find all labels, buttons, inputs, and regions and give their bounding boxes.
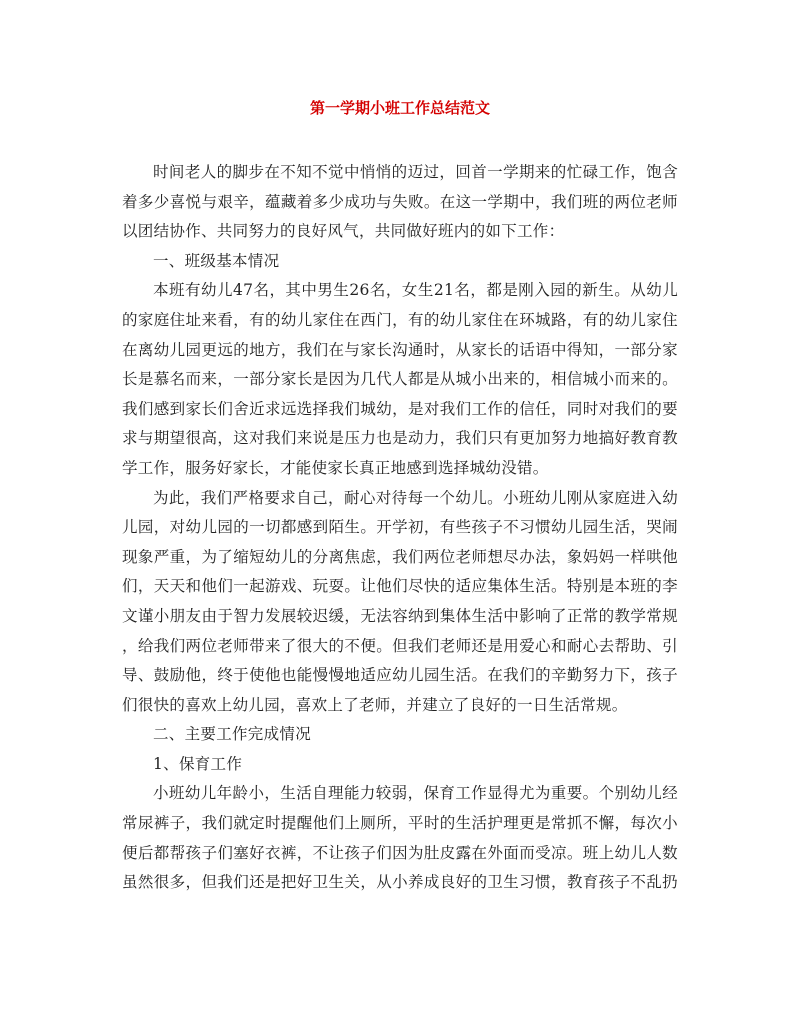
paragraph-line: 的家庭住址来看，有的幼儿家住在西门，有的幼儿家住在环城路，有的幼儿家住 <box>122 310 678 329</box>
paragraph-line: 求与期望很高，这对我们来说是压力也是动力，我们只有更加努力地搞好教育教 <box>122 429 678 448</box>
document-body <box>122 158 678 898</box>
paragraph-line: 我们感到家长们舍近求远选择我们城幼，是对我们工作的信任，同时对我们的要 <box>122 399 678 418</box>
paragraph-line: 在离幼儿园更远的地方，我们在与家长沟通时，从家长的话语中得知，一部分家 <box>122 340 678 359</box>
paragraph-line: 以团结协作、共同努力的良好风气，共同做好班内的如下工作： <box>122 222 565 241</box>
paragraph-line: 文谨小朋友由于智力发展较迟缓，无法容纳到集体生活中影响了正常的教学常规 <box>122 606 678 625</box>
paragraph-line: 儿园，对幼儿园的一切都感到陌生。开学初，有些孩子不习惯幼儿园生活，哭闹 <box>122 518 678 537</box>
paragraph-line: 为此，我们严格要求自己，耐心对待每一个幼儿。小班幼儿刚从家庭进入幼 <box>153 488 678 507</box>
paragraph-line: 小班幼儿年龄小，生活自理能力较弱，保育工作显得尤为重要。个别幼儿经 <box>153 784 678 803</box>
paragraph-line: 便后都帮孩子们塞好衣裤，不让孩子们因为肚皮露在外面而受凉。班上幼儿人数 <box>122 843 678 862</box>
paragraph-line: 们很快的喜欢上幼儿园，喜欢上了老师，并建立了良好的一日生活常规。 <box>122 695 628 714</box>
paragraph-line: 时间老人的脚步在不知不觉中悄悄的迈过，回首一学期来的忙碌工作，饱含 <box>153 163 678 181</box>
section-heading: 1、保育工作 <box>153 754 243 773</box>
paragraph-line: 着多少喜悦与艰辛，蕴藏着多少成功与失败。在这一学期中，我们班的两位老师 <box>122 192 678 211</box>
paragraph-line: 虽然很多，但我们还是把好卫生关，从小养成良好的卫生习惯，教育孩子不乱扔 <box>122 873 678 892</box>
section-heading: 一、班级基本情况 <box>153 251 280 270</box>
paragraph-line: 学工作，服务好家长，才能使家长真正地感到选择城幼没错。 <box>122 458 549 477</box>
paragraph-line: 长是慕名而来，一部分家长是因为几代人都是从城小出来的，相信城小而来的。 <box>122 370 678 389</box>
paragraph-line: 现象严重，为了缩短幼儿的分离焦虑，我们两位老师想尽办法，象妈妈一样哄他 <box>122 547 678 566</box>
section-heading: 二、主要工作完成情况 <box>153 725 312 744</box>
document-title: 第一学期小班工作总结范文 <box>309 99 490 117</box>
paragraph-line: 导、鼓励他，终于使他也能慢慢地适应幼儿园生活。在我们的辛勤努力下，孩子 <box>122 666 678 685</box>
paragraph-line: ，给我们两位老师带来了很大的不便。但我们老师还是用爱心和耐心去帮助、引 <box>122 636 678 655</box>
paragraph-line: 本班有幼儿47名，其中男生26名，女生21名，都是刚入园的新生。从幼儿 <box>153 281 678 300</box>
paragraph-line: 们，天天和他们一起游戏、玩耍。让他们尽快的适应集体生活。特别是本班的李 <box>122 577 678 596</box>
paragraph-line: 常尿裤子，我们就定时提醒他们上厕所，平时的生活护理更是常抓不懈，每次小 <box>122 814 678 833</box>
document-page <box>122 98 678 898</box>
